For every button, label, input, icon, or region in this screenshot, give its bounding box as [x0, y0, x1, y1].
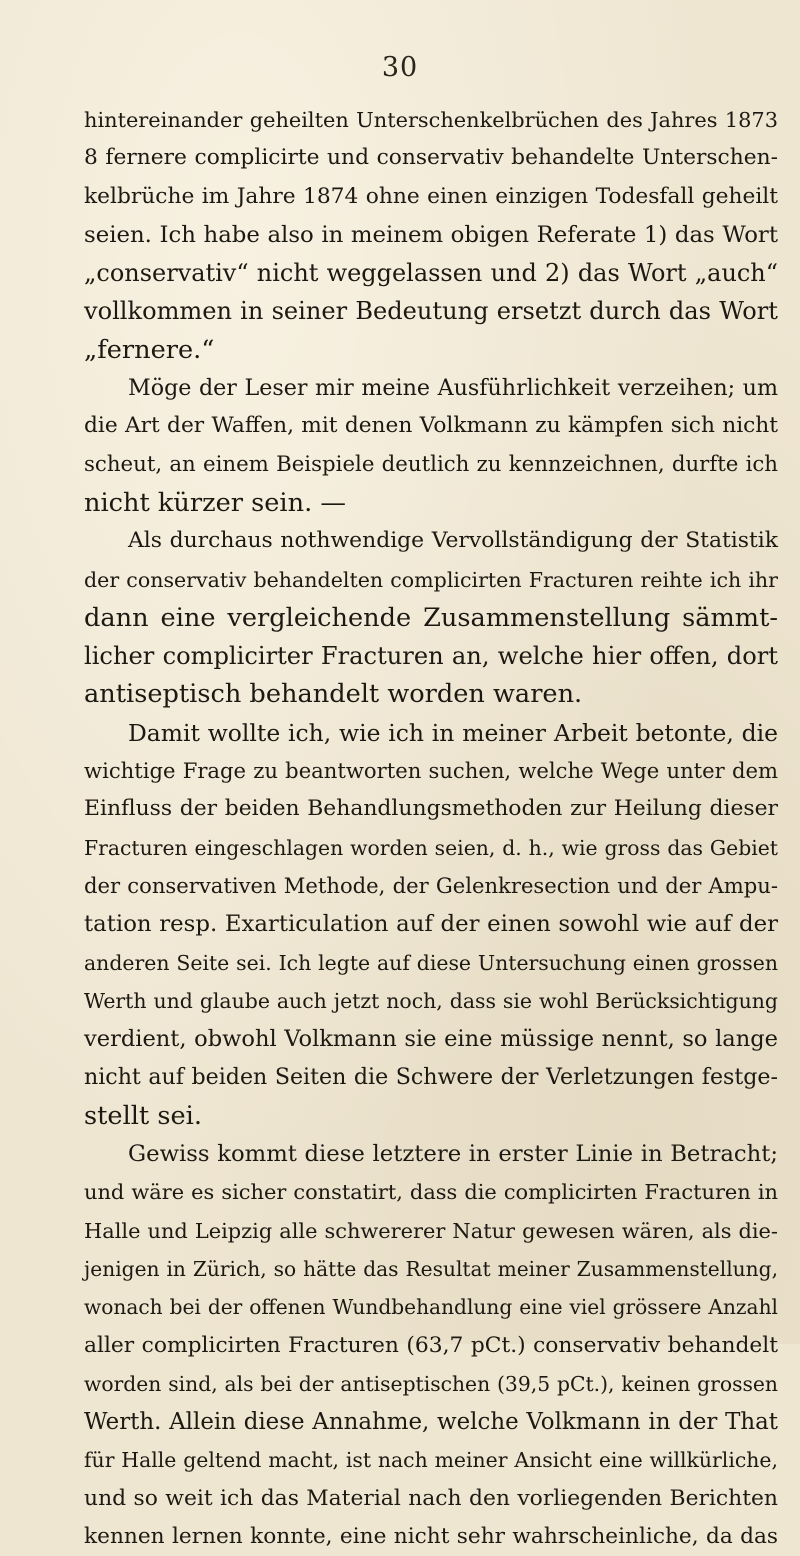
text-line: hintereinander geheilten Unterschenkelbrüchen des Jahres 1873 [84, 108, 778, 132]
text-line: wichtige Frage zu beantworten suchen, welche Wege unter dem [84, 758, 778, 784]
text-line: licher complicirter Fracturen an, welche hier offen, dort [84, 642, 778, 671]
text-line: wonach bei der offenen Wundbehandlung eine viel grössere Anzahl [84, 1295, 778, 1320]
text-line: und so weit ich das Material nach den vorliegenden Berichten [84, 1485, 778, 1511]
text-line: vollkommen in seiner Bedeutung ersetzt durch das Wort [84, 297, 778, 326]
text-line: Werth. Allein diese Annahme, welche Volkmann in der That [84, 1409, 778, 1436]
text-line: Werth und glaube auch jetzt noch, dass sie wohl Berücksichtigung [84, 988, 778, 1013]
text-line: kelbrüche im Jahre 1874 ohne einen einzigen Todesfall geheilt [84, 183, 778, 209]
text-line: Möge der Leser mir meine Ausführlichkeit verzeihen; um [128, 375, 778, 402]
text-line: anderen Seite sei. Ich legte auf diese Untersuchung einen grossen [84, 950, 778, 975]
text-line: „fernere.“ [84, 334, 215, 365]
text-line: nicht kürzer sein. — [84, 487, 346, 518]
text-line: 8 fernere complicirte und conservativ behandelte Unterschen- [84, 145, 778, 171]
text-line: scheut, an einem Beispiele deutlich zu kennzeichnen, durfte ich [84, 451, 778, 477]
text-line: Fracturen eingeschlagen worden seien, d. h., wie gross das Gebiet [84, 835, 778, 860]
text-line: der conservativen Methode, der Gelenkresection und der Ampu- [84, 872, 778, 898]
text-line: die Art der Waffen, mit denen Volkmann zu kämpfen sich nicht [84, 413, 778, 439]
text-line: aller complicirten Fracturen (63,7 pCt.) conservativ behandelt [84, 1332, 778, 1358]
text-line: Halle und Leipzig alle schwererer Natur gewesen wären, als die- [84, 1218, 778, 1243]
text-line: antiseptisch behandelt worden waren. [84, 679, 583, 710]
text-line: verdient, obwohl Volkmann sie eine müssige nennt, so lange [84, 1026, 778, 1053]
text-line: Gewiss kommt diese letztere in erster Linie in Betracht; [128, 1141, 778, 1168]
text-line: Damit wollte ich, wie ich in meiner Arbeit betonte, die [128, 718, 778, 747]
text-line: seien. Ich habe also in meinem obigen Referate 1) das Wort [84, 221, 778, 248]
text-line: worden sind, als bei der antiseptischen (39,5 pCt.), keinen grossen [84, 1371, 778, 1396]
body-text [84, 101, 778, 1556]
page-number: 30 [381, 52, 419, 83]
text-line: Als durchaus nothwendige Vervollständigung der Statistik [128, 528, 778, 554]
text-line: Einfluss der beiden Behandlungsmethoden zur Heilung dieser [84, 796, 778, 822]
text-line: nicht auf beiden Seiten die Schwere der Verletzungen festge- [84, 1064, 778, 1091]
text-line: für Halle geltend macht, ist nach meiner Ansicht eine willkürliche, [84, 1448, 778, 1473]
text-line: dann eine vergleichende Zusammenstellung sämmt- [84, 602, 778, 633]
text-line: der conservativ behandelten complicirten Fracturen reihte ich ihr [84, 567, 778, 592]
text-line: kennen lernen konnte, eine nicht sehr wahrscheinliche, da das [84, 1523, 778, 1549]
text-line: tation resp. Exarticulation auf der einen sowohl wie auf der [84, 911, 778, 938]
text-line: stellt sei. [84, 1100, 202, 1131]
text-line: jenigen in Zürich, so hätte das Resultat meiner Zusammenstellung, [84, 1256, 778, 1281]
text-line: und wäre es sicher constatirt, dass die complicirten Fracturen in [84, 1180, 778, 1205]
text-line: „conservativ“ nicht weggelassen und 2) das Wort „auch“ [84, 259, 778, 288]
